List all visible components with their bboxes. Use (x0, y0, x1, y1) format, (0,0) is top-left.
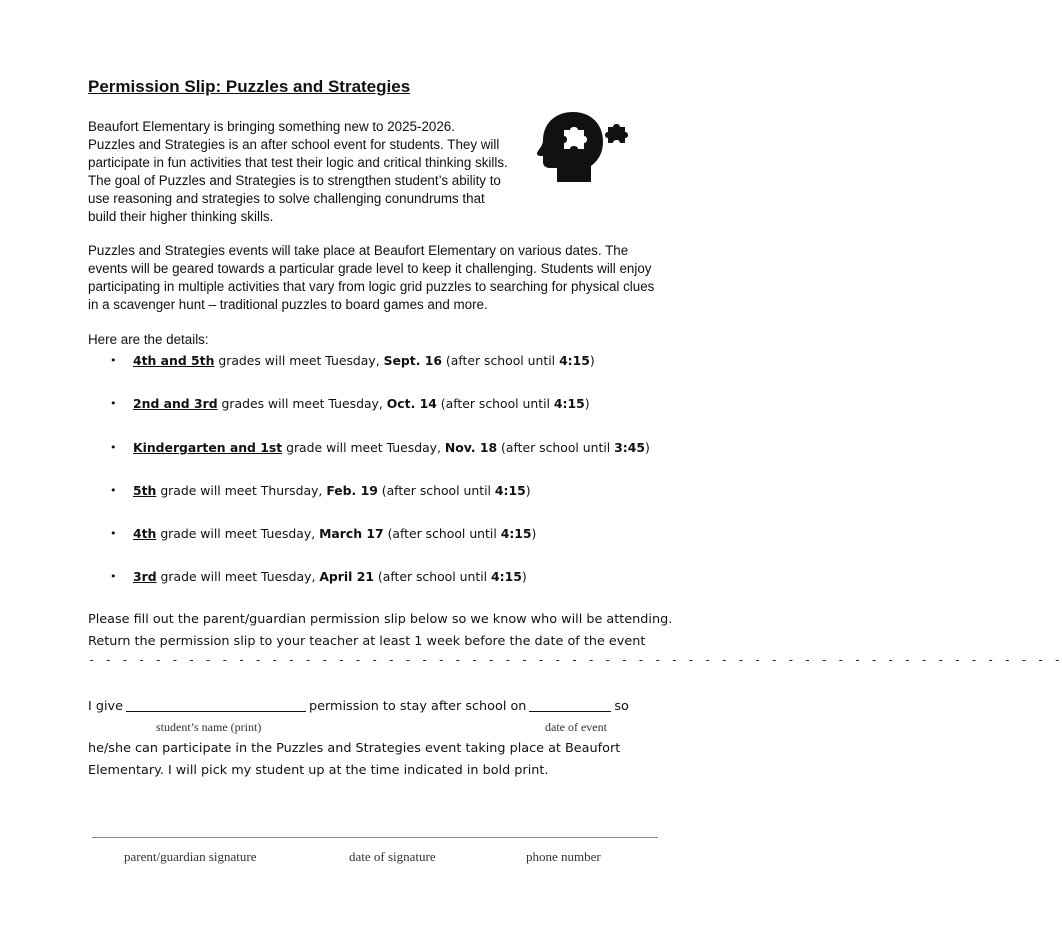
instructions (88, 609, 672, 653)
details-heading: Here are the details: (88, 332, 209, 347)
meeting-text: grade will meet Thursday, (156, 482, 327, 498)
page-title: Permission Slip: Puzzles and Strategies (88, 77, 411, 96)
closing-paren: ) (645, 439, 650, 455)
after-school-text: (after school until (373, 569, 492, 585)
after-school-text: (after school until (377, 482, 495, 498)
events-line: events will be geared towards a particular grade level to keep it challenging. Students will enjoy (88, 261, 652, 276)
end-time: 3:45 (614, 439, 645, 455)
event-date: Sept. 16 (383, 353, 442, 368)
intro-line: use reasoning and strategies to solve challenging conundrums that (88, 191, 485, 206)
schedule-item (110, 568, 650, 611)
parent-signature-label: parent/guardian signature (124, 849, 257, 864)
grade-label: Kindergarten and 1st (133, 439, 283, 455)
signature-line[interactable] (92, 837, 658, 838)
permission-text: permission to stay after school on (308, 699, 527, 714)
consent-continuation (88, 738, 620, 782)
instruction-line: Return the permission slip to your teacher at least 1 week before the date of the event (88, 634, 646, 649)
events-line: Puzzles and Strategies events will take place at Beaufort Elementary on various dates. The (88, 243, 629, 258)
intro-line: The goal of Puzzles and Strategies is to strengthen student’s ability to (88, 173, 501, 188)
grade-label: 2nd and 3rd (133, 396, 218, 412)
i-give-text: I give (88, 699, 123, 714)
after-school-text: (after school until (383, 526, 501, 542)
consent-line (88, 696, 688, 718)
event-date-blank[interactable] (529, 697, 611, 712)
schedule-list (110, 352, 650, 612)
end-time: 4:15 (500, 526, 532, 542)
end-time: 4:15 (553, 396, 585, 412)
grade-label: 4th (133, 526, 157, 542)
events-paragraph (88, 242, 688, 314)
consent-first-line (88, 696, 688, 718)
intro-line: Puzzles and Strategies is an after school event for students. They will (88, 137, 500, 152)
consent-line-text: Elementary. I will pick my student up at the time indicated in bold print. (88, 763, 549, 778)
phone-number-label: phone number (526, 849, 601, 864)
grade-label: 3rd (133, 569, 157, 585)
student-name-blank[interactable] (126, 697, 306, 712)
end-time: 4:15 (559, 353, 590, 368)
closing-paren: ) (525, 482, 531, 498)
schedule-item (110, 482, 650, 525)
event-date: April 21 (319, 569, 374, 585)
events-line: in a scavenger hunt – traditional puzzles to board games and more. (88, 297, 488, 312)
closing-paren: ) (584, 396, 590, 412)
event-date: Nov. 18 (444, 439, 498, 455)
event-date-label: date of event (545, 720, 607, 734)
intro-line: Beaufort Elementary is bringing something new to 2025-2026. (88, 119, 455, 134)
meeting-text: grade will meet Tuesday, (282, 439, 445, 455)
so-text: so (614, 699, 629, 714)
event-date: March 17 (319, 526, 384, 542)
grade-label: 4th and 5th (133, 353, 215, 368)
end-time: 4:15 (494, 482, 526, 498)
after-school-text: (after school until (441, 353, 560, 368)
intro-line: build their higher thinking skills. (88, 209, 274, 224)
schedule-item (110, 395, 650, 438)
event-date: Oct. 14 (386, 396, 437, 412)
closing-paren: ) (521, 569, 527, 585)
meeting-text: grades will meet Tuesday, (214, 353, 384, 368)
bullet-icon: • (110, 527, 117, 541)
bullet-icon: • (110, 440, 117, 454)
schedule-item (110, 439, 650, 482)
intro-paragraph (88, 118, 528, 226)
meeting-text: grade will meet Tuesday, (156, 526, 320, 542)
events-line: participating in multiple activities that vary from logic grid puzzles to searching for physical clues (88, 279, 655, 294)
end-time: 4:15 (491, 569, 522, 585)
bullet-icon: • (110, 354, 117, 367)
meeting-text: grades will meet Tuesday, (217, 396, 387, 412)
student-name-label: student’s name (print) (156, 720, 262, 734)
closing-paren: ) (531, 526, 537, 542)
bullet-icon: • (110, 397, 117, 411)
after-school-text: (after school until (436, 396, 554, 412)
schedule-item (110, 525, 650, 568)
event-date: Feb. 19 (326, 482, 378, 498)
cut-line-divider: - - - - - - - - - - - - - - - - - - - - - - - - - - - - - - - - - - - - - - - - - - - - - - - - - - - - - - - - - - - (88, 653, 1062, 667)
intro-line: participate in fun activities that test their logic and critical thinking skills. (88, 155, 508, 170)
grade-label: 5th (133, 482, 157, 498)
closing-paren: ) (589, 353, 595, 368)
signature-date-label: date of signature (349, 849, 436, 864)
meeting-text: grade will meet Tuesday, (156, 569, 320, 585)
bullet-icon: • (110, 483, 117, 497)
schedule-item (110, 352, 650, 395)
bullet-icon: • (110, 570, 117, 584)
after-school-text: (after school until (497, 439, 615, 455)
consent-line-text: he/she can participate in the Puzzles and Strategies event taking place at Beaufort (88, 741, 621, 756)
head-with-puzzle-piece-icon (533, 110, 629, 184)
instruction-line: Please fill out the parent/guardian permission slip below so we know who will be attending. (88, 612, 673, 627)
